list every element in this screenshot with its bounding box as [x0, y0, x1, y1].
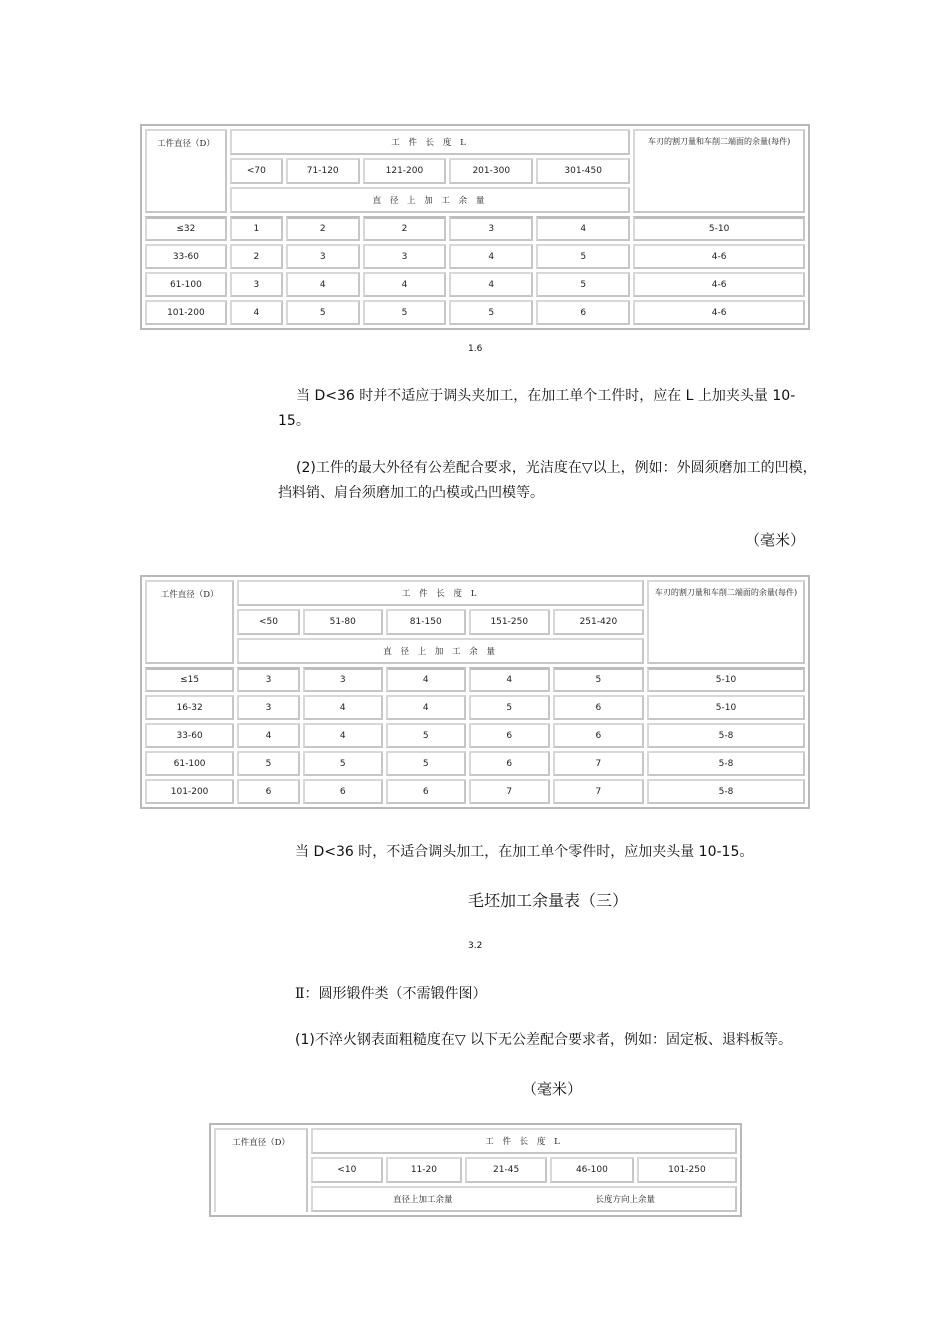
- sub-header-allowances: [311, 1186, 737, 1212]
- value-cell: 4: [237, 723, 300, 748]
- length-range: 46-100: [550, 1157, 634, 1183]
- value-cell: 3: [363, 244, 447, 269]
- length-range: 121-200: [363, 158, 447, 184]
- value-cell: 6: [386, 779, 466, 804]
- value-cell: 5: [386, 723, 466, 748]
- table-row: [145, 272, 805, 297]
- length-range: 21-45: [465, 1157, 547, 1183]
- diameter-cell: 101-200: [145, 779, 234, 804]
- value-cell: 4: [363, 272, 447, 297]
- value-cell: 4: [286, 272, 360, 297]
- value-cell: 3: [237, 695, 300, 720]
- end-allowance-cell: 5-8: [647, 723, 805, 748]
- paragraph-note-1: [278, 384, 838, 434]
- sub-header-diameter-allowance: 直 径 上 加 工 余 量: [237, 638, 644, 664]
- end-allowance-cell: 5-10: [647, 667, 805, 692]
- paragraph-line: 挡料销、肩台须磨加工的凸模或凸凹模等。: [278, 485, 544, 501]
- sub-header-length-allowance: 长度方向上余量: [595, 1195, 656, 1205]
- header-length: 工 件 长 度 L: [311, 1128, 737, 1154]
- length-range: 251-420: [553, 609, 644, 635]
- end-allowance-cell: 4-6: [633, 244, 805, 269]
- diameter-cell: ≤32: [145, 216, 227, 241]
- table-row: [145, 244, 805, 269]
- header-diameter: 工件直径（D）: [145, 580, 234, 664]
- value-cell: 3: [303, 667, 383, 692]
- table-row: [145, 300, 805, 325]
- end-allowance-cell: 5-8: [647, 751, 805, 776]
- value-cell: 5: [303, 751, 383, 776]
- table-row: [145, 667, 805, 692]
- header-length: 工 件 长 度 L: [237, 580, 644, 606]
- value-cell: 7: [553, 779, 644, 804]
- paragraph-requirement-1: (1)不淬火钢表面粗糙度在▽ 以下无公差配合要求者，例如：固定板、退料板等。: [295, 1032, 793, 1048]
- value-cell: 6: [469, 751, 550, 776]
- sub-header-diameter-allowance: 直 径 上 加 工 余 量: [230, 187, 630, 213]
- value-cell: 6: [303, 779, 383, 804]
- header-diameter: 工件直径（D）: [214, 1128, 308, 1212]
- length-range: <10: [311, 1157, 383, 1183]
- length-range: 301-450: [536, 158, 630, 184]
- value-cell: 4: [386, 667, 466, 692]
- end-allowance-cell: 4-6: [633, 300, 805, 325]
- paragraph-note-3: 当 D<36 时，不适合调头加工，在加工单个零件时，应加夹头量 10-15。: [295, 844, 754, 860]
- value-cell: 4: [469, 667, 550, 692]
- value-cell: 5: [363, 300, 447, 325]
- allowance-table-2: [140, 575, 810, 809]
- length-range: 81-150: [386, 609, 466, 635]
- length-range: 151-250: [469, 609, 550, 635]
- table-row: [145, 216, 805, 241]
- value-cell: 2: [230, 244, 283, 269]
- value-cell: 4: [449, 272, 533, 297]
- paragraph-line: (2)工件的最大外径有公差配合要求，光洁度在▽以上，例如：外圆须磨加工的凹模，: [296, 460, 817, 476]
- value-cell: 4: [386, 695, 466, 720]
- value-cell: 6: [553, 695, 644, 720]
- header-end-allowance: 车刃的割刀量和车削二端面的余量(每件): [633, 129, 805, 213]
- value-cell: 5: [386, 751, 466, 776]
- value-cell: 3: [449, 216, 533, 241]
- unit-label: （毫米）: [522, 1080, 583, 1098]
- value-cell: 3: [230, 272, 283, 297]
- diameter-cell: 33-60: [145, 244, 227, 269]
- value-cell: 5: [469, 695, 550, 720]
- end-allowance-cell: 4-6: [633, 272, 805, 297]
- roughness-label: 1.6: [468, 344, 483, 354]
- table-row: [145, 751, 805, 776]
- value-cell: 6: [237, 779, 300, 804]
- length-range: 101-250: [637, 1157, 737, 1183]
- paragraph-line: 当 D<36 时并不适应于调头夹加工，在加工单个工件时，应在 L 上加夹头量 10-: [296, 388, 796, 404]
- header-length: 工 件 长 度 L: [230, 129, 630, 155]
- length-range: 11-20: [386, 1157, 463, 1183]
- value-cell: 5: [553, 667, 644, 692]
- diameter-cell: 33-60: [145, 723, 234, 748]
- table-row: [145, 723, 805, 748]
- roughness-label: 3.2: [468, 941, 483, 951]
- value-cell: 2: [286, 216, 360, 241]
- length-range: 71-120: [286, 158, 360, 184]
- value-cell: 4: [303, 723, 383, 748]
- table-row: [145, 695, 805, 720]
- header-diameter: 工件直径（D）: [145, 129, 227, 213]
- value-cell: 4: [230, 300, 283, 325]
- diameter-cell: 101-200: [145, 300, 227, 325]
- value-cell: 5: [536, 244, 630, 269]
- diameter-cell: ≤15: [145, 667, 234, 692]
- length-range: 51-80: [303, 609, 383, 635]
- allowance-table-1: [140, 124, 810, 330]
- allowance-table-3: [209, 1123, 742, 1217]
- value-cell: 5: [286, 300, 360, 325]
- diameter-cell: 61-100: [145, 272, 227, 297]
- value-cell: 4: [449, 244, 533, 269]
- paragraph-line: 15。: [278, 413, 310, 429]
- diameter-cell: 61-100: [145, 751, 234, 776]
- value-cell: 5: [449, 300, 533, 325]
- paragraph-requirement-2: [278, 456, 838, 506]
- table-row: [145, 779, 805, 804]
- value-cell: 5: [536, 272, 630, 297]
- value-cell: 4: [303, 695, 383, 720]
- unit-label: （毫米）: [745, 531, 806, 549]
- value-cell: 2: [363, 216, 447, 241]
- end-allowance-cell: 5-10: [647, 695, 805, 720]
- diameter-cell: 16-32: [145, 695, 234, 720]
- length-range: 201-300: [449, 158, 533, 184]
- value-cell: 6: [536, 300, 630, 325]
- section-heading-forgings: Ⅱ：圆形锻件类（不需锻件图）: [295, 986, 487, 1002]
- length-range: <70: [230, 158, 283, 184]
- value-cell: 1: [230, 216, 283, 241]
- end-allowance-cell: 5-8: [647, 779, 805, 804]
- value-cell: 5: [237, 751, 300, 776]
- value-cell: 3: [237, 667, 300, 692]
- section-title: 毛坯加工余量表（三）: [468, 891, 629, 910]
- value-cell: 3: [286, 244, 360, 269]
- end-allowance-cell: 5-10: [633, 216, 805, 241]
- value-cell: 6: [553, 723, 644, 748]
- length-range: <50: [237, 609, 300, 635]
- sub-header-diameter-allowance: 直径上加工余量: [392, 1195, 453, 1205]
- value-cell: 6: [469, 723, 550, 748]
- value-cell: 7: [553, 751, 644, 776]
- value-cell: 4: [536, 216, 630, 241]
- value-cell: 7: [469, 779, 550, 804]
- header-end-allowance: 车刃的割刀量和车削二端面的余量(每件): [647, 580, 805, 664]
